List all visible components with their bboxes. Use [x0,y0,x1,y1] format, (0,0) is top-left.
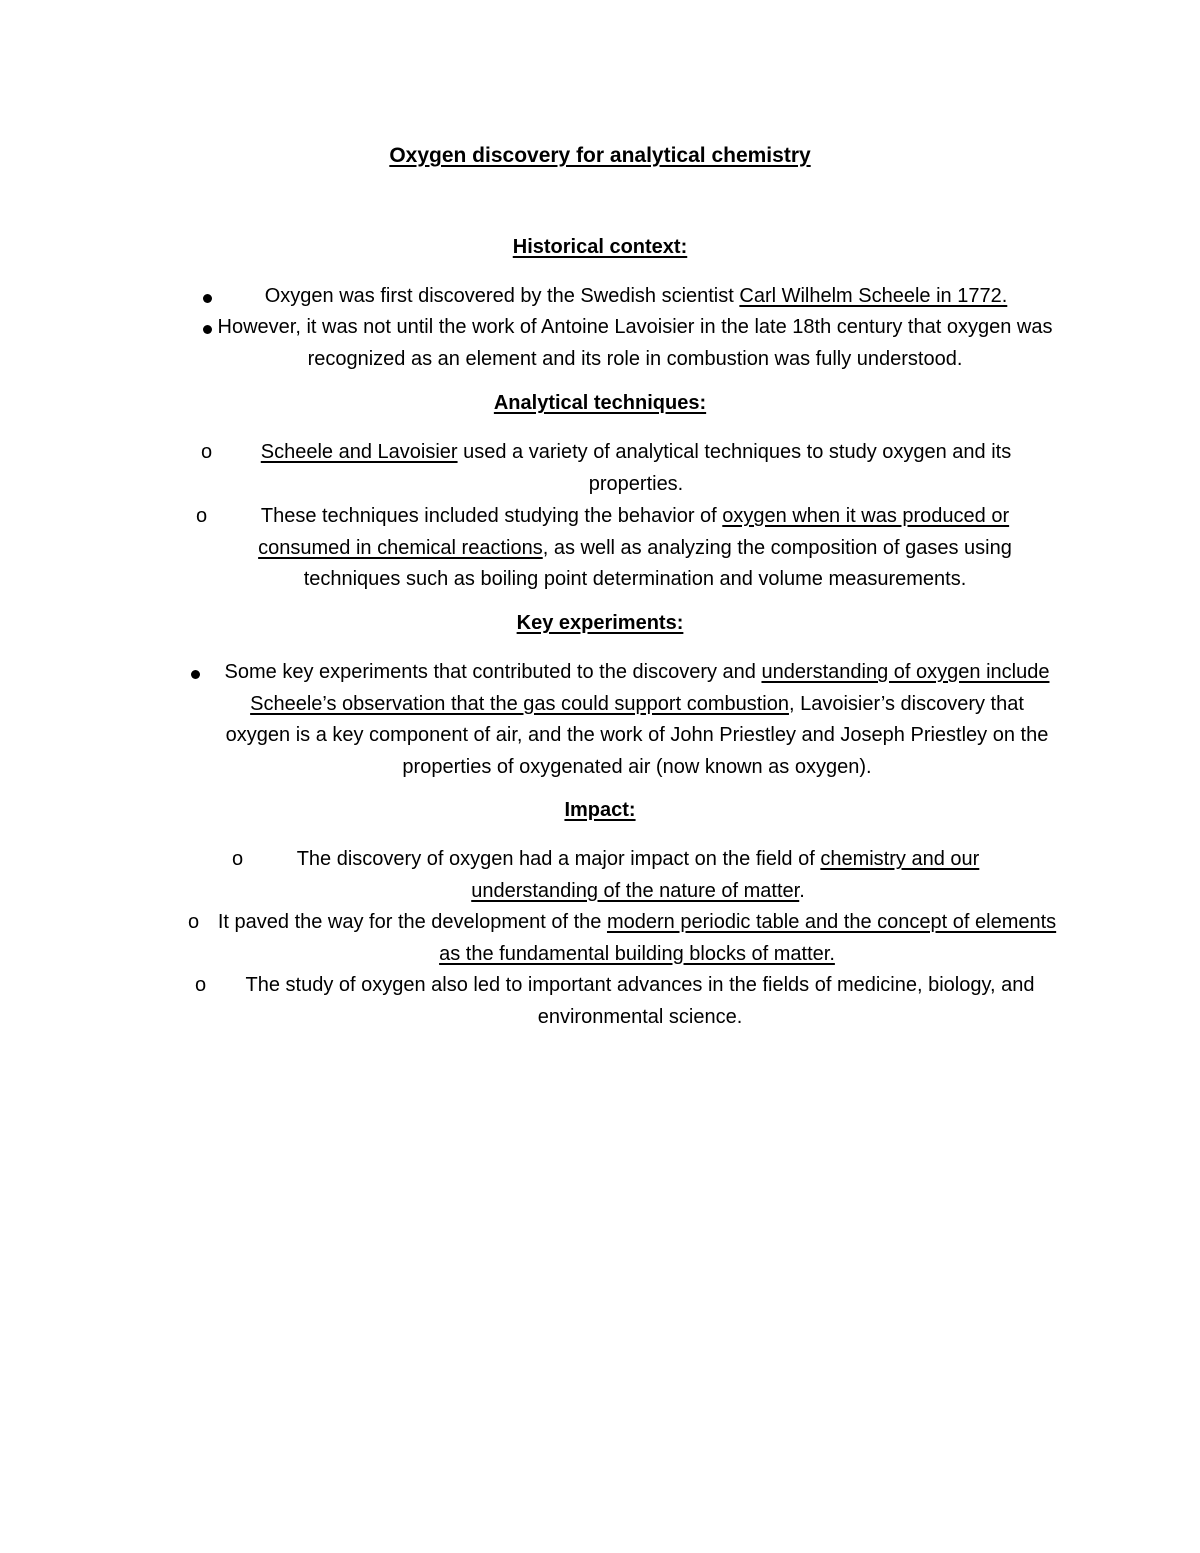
historical-item-2-text: However, it was not until the work of Antoine Lavoisier in the late 18th century that oxygen was recognized as an element and its role in combustion was fully understood. [217,316,1053,370]
heading-historical-context: Historical context: [512,236,688,258]
analytical-item-1 [226,437,1046,500]
historical-item-1-underlined: Carl Wilhelm Scheele in 1772. [739,285,1008,307]
impact-item-1-text-post: . [799,879,805,902]
bullet-circle-icon: o [195,974,207,996]
impact-item-3-text: The study of oxygen also led to important advances in the fields of medicine, biology, and environmental science. [245,974,1035,1028]
analytical-item-2-text-pre: These techniques included studying the behavior of [260,505,723,527]
bullet-circle-icon: o [232,848,244,870]
experiments-item-1-underlined: understanding of oxygen include Scheele’s observation that the gas could support combustion [250,661,1050,715]
analytical-item-1-text: used a variety of analytical techniques to study oxygen and its properties. [457,441,1012,495]
bullet-disc-icon [191,658,200,690]
document-title: Oxygen discovery for analytical chemistry [389,144,811,167]
historical-item-2 [210,312,1060,375]
impact-item-2-text: It paved the way for the development of the [217,911,607,933]
heading-key-experiments: Key experiments: [516,612,684,634]
impact-item-1-text-pre: The discovery of oxygen had a major impact on the field of [296,848,821,870]
bullet-circle-icon: o [188,911,200,933]
impact-item-1-underlined: chemistry and our understanding of the nature of matter [471,848,980,902]
historical-item-1 [226,281,1046,313]
experiments-item-1-text-post: , Lavoisier’s discovery that oxygen is a key component of air, and the work of John Priestley and Joseph Priestley on the properties of oxygenated air (now known as oxygen). [225,692,1049,778]
experiments-item-1 [222,657,1052,783]
historical-item-1-text: Oxygen was first discovered by the Swedish scientist [264,285,740,307]
heading-impact: Impact: [564,799,636,821]
experiments-item-1-text-pre: Some key experiments that contributed to the discovery and [224,661,762,683]
bullet-circle-icon: o [201,441,213,463]
impact-item-1 [258,844,1018,907]
analytical-item-2-underlined: oxygen when it was produced or consumed in chemical reactions [258,505,1010,559]
bullet-circle-icon: o [196,505,208,527]
impact-item-3 [220,970,1060,1033]
heading-analytical-techniques: Analytical techniques: [493,392,707,414]
analytical-item-2 [222,501,1048,596]
analytical-item-2-text-post: , as well as analyzing the composition of gases using techniques such as boiling point determination and volume measurements. [303,536,1012,590]
analytical-item-1-underlined: Scheele and Lavoisier [260,441,458,463]
bullet-disc-icon [203,282,212,314]
impact-item-2 [214,907,1060,970]
impact-item-2-underlined: modern periodic table and the concept of elements as the fundamental building blocks of matter. [439,911,1057,965]
